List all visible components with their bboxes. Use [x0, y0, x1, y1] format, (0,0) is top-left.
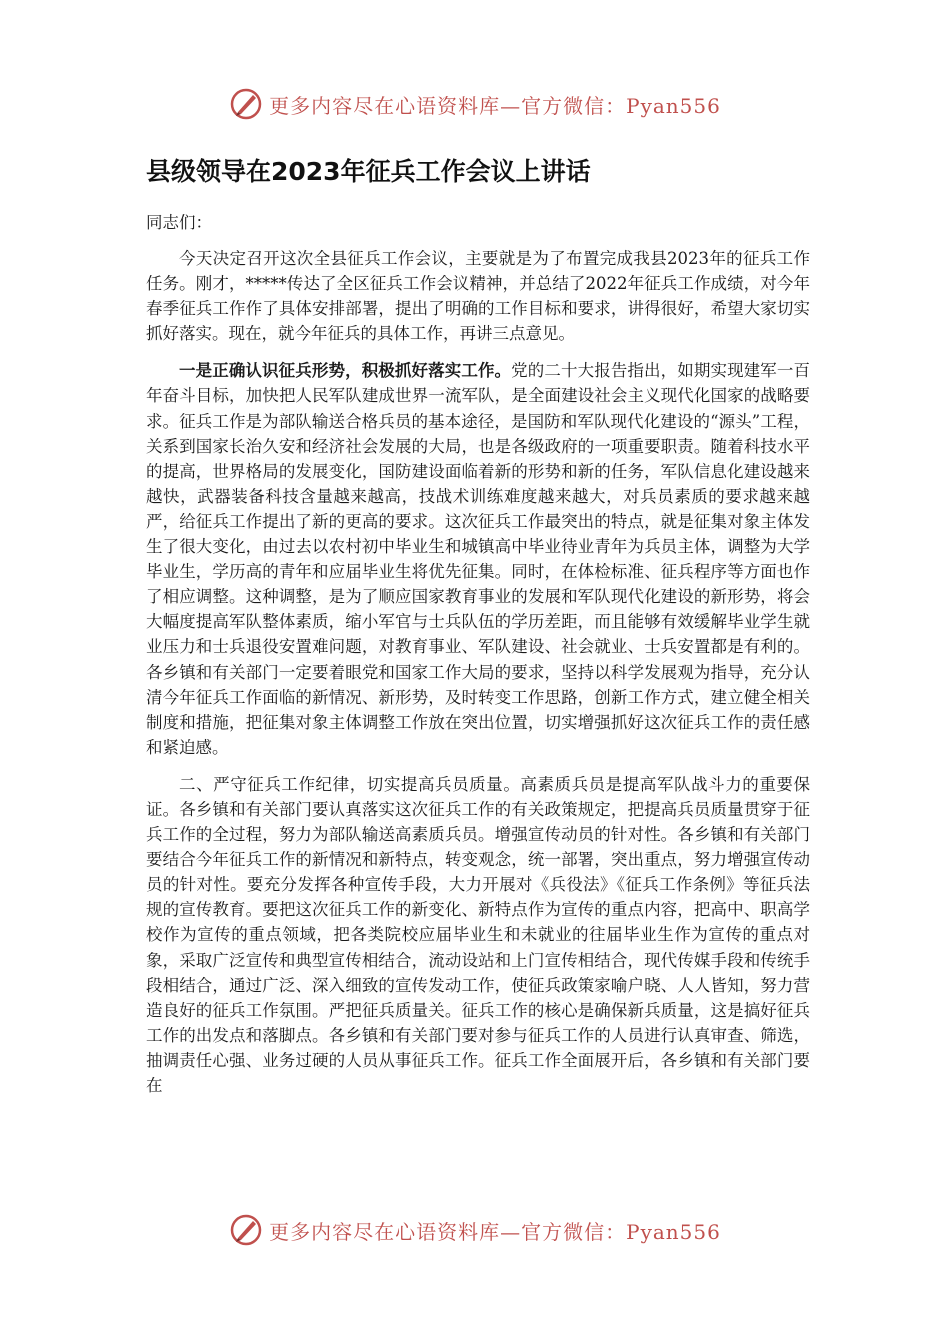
document-body — [146, 246, 810, 1110]
header-banner — [0, 84, 950, 124]
paragraph-text: 今天决定召开这次全县征兵工作会议，主要就是为了布置完成我县2023年的征兵工作任务。刚才，*****传达了全区征兵工作会议精神，并总结了2022年征兵工作成绩，对今年春季征兵工作作了具体安排部署，提出了明确的工作目标和要求，讲得很好，希望大家切实抓好落实。现在，就今年征兵的具体工作，再讲三点意见。 — [146, 249, 810, 344]
pen-circle-logo-icon — [229, 1213, 263, 1247]
paragraph-text: 党的二十大报告指出，如期实现建军一百年奋斗目标，加快把人民军队建成世界一流军队，是全面建设社会主义现代化国家的战略要求。征兵工作是为部队输送合格兵员的基本途径，是国防和军队现代化建设的“源头”工程，关系到国家长治久安和经济社会发展的大局，也是各级政府的一项重要职责。随着科技水平的提高，世界格局的发展变化，国防建设面临着新的形势和新的任务，军队信息化建设越来越快，武器装备科技含量越来越高，技战术训练难度越来越大，对兵员素质的要求越来越严，给征兵工作提出了新的更高的要求。这次征兵工作最突出的特点，就是征集对象主体发生了很大变化，由过去以农村初中毕业生和城镇高中毕业待业青年为兵员主体，调整为大学毕业生，学历高的青年和应届毕业生将优先征集。同时，在体检标准、征兵程序等方面也作了相应调整。这种调整，是为了顺应国家教育事业的发展和军队现代化建设的新形势，将会大幅度提高军队整体素质，缩小军官与士兵队伍的学历差距，而且能够有效缓解毕业学生就业压力和士兵退役安置难问题，对教育事业、军队建设、社会就业、士兵安置都是有利的。各乡镇和有关部门一定要着眼党和国家工作大局的要求，坚持以科学发展观为指导，充分认清今年征兵工作面临的新情况、新形势，及时转变工作思路，创新工作方式，建立健全相关制度和措施，把征集对象主体调整工作放在突出位置，切实增强抓好这次征兵工作的责任感和紧迫感。 — [146, 361, 811, 757]
document-title: 县级领导在2023年征兵工作会议上讲话 — [146, 157, 591, 186]
footer-banner — [0, 1210, 950, 1250]
banner-text: 更多内容尽在心语资料库—官方微信：Pyan556 — [269, 93, 721, 118]
paragraph-lead: 一是正确认识征兵形势，积极抓好落实工作。 — [179, 361, 512, 381]
paragraph — [146, 246, 810, 346]
salutation: 同志们： — [146, 213, 212, 232]
pen-circle-logo-icon — [229, 87, 263, 121]
banner-text: 更多内容尽在心语资料库—官方微信：Pyan556 — [269, 1219, 721, 1244]
paragraph — [146, 358, 810, 760]
paragraph — [146, 772, 810, 1098]
paragraph-text: 二、严守征兵工作纪律，切实提高兵员质量。高素质兵员是提高军队战斗力的重要保证。各乡镇和有关部门要认真落实这次征兵工作的有关政策规定，把提高兵员质量贯穿于征兵工作的全过程，努力为部队输送高素质兵员。增强宣传动员的针对性。各乡镇和有关部门要结合今年征兵工作的新情况和新特点，转变观念，统一部署，突出重点，努力增强宣传动员的针对性。要充分发挥各种宣传手段，大力开展对《兵役法》《征兵工作条例》等征兵法规的宣传教育。要把这次征兵工作的新变化、新特点作为宣传的重点内容，把高中、职高学校作为宣传的重点领域，把各类院校应届毕业生和未就业的往届毕业生作为宣传的重点对象，采取广泛宣传和典型宣传相结合，流动设站和上门宣传相结合，现代传媒手段和传统手段相结合，通过广泛、深入细致的宣传发动工作，使征兵政策家喻户晓、人人皆知，努力营造良好的征兵工作氛围。严把征兵质量关。征兵工作的核心是确保新兵质量，这是搞好征兵工作的出发点和落脚点。各乡镇和有关部门要对参与征兵工作的人员进行认真审查、筛选，抽调责任心强、业务过硬的人员从事征兵工作。征兵工作全面展开后，各乡镇和有关部门要在 — [146, 774, 810, 1095]
